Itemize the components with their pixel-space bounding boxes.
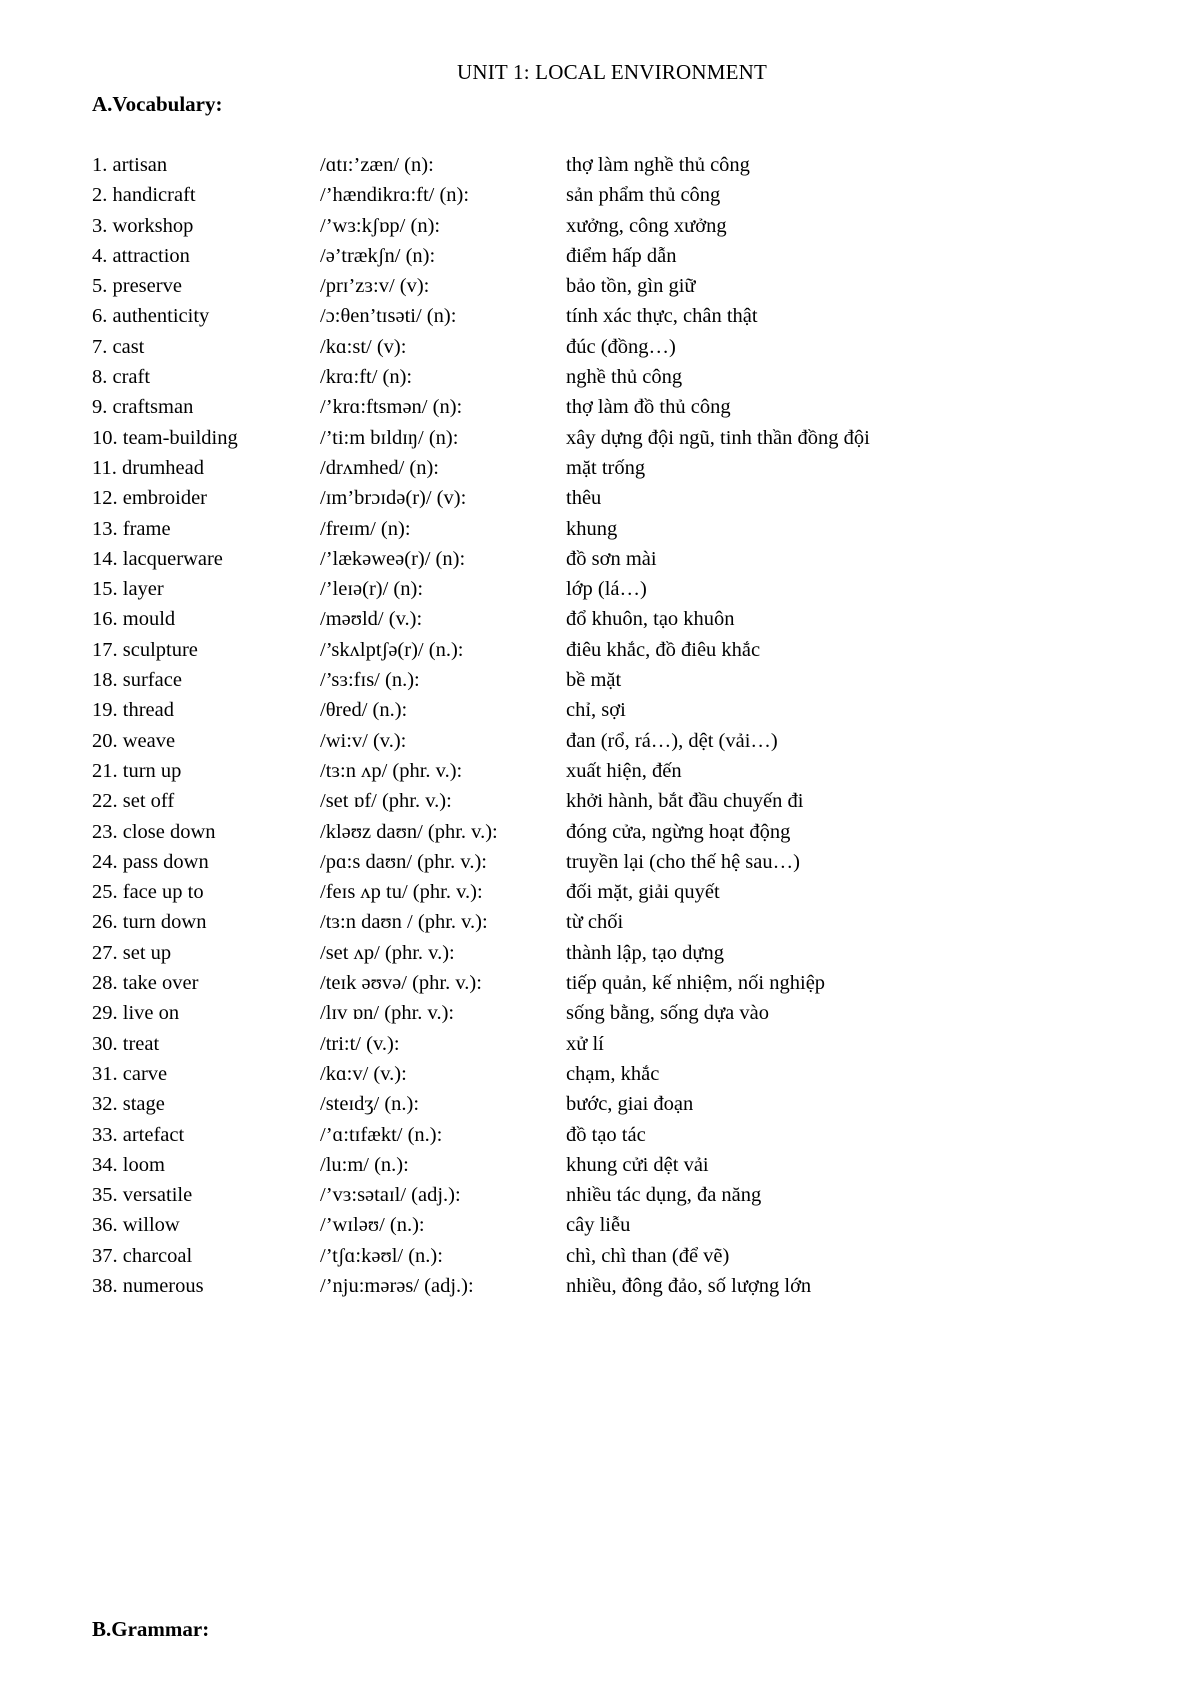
vocabulary-meaning: nghề thủ công — [566, 366, 683, 389]
vocabulary-meaning: thợ làm đồ thủ công — [566, 396, 731, 419]
vocabulary-pronunciation: /’leɪə(r)/ (n): — [320, 578, 424, 601]
vocabulary-pronunciation: /drʌmhed/ (n): — [320, 456, 439, 479]
vocabulary-meaning: xưởng, công xưởng — [566, 214, 727, 237]
vocabulary-row — [92, 1059, 1142, 1089]
vocabulary-pronunciation: /set ʌp/ (phr. v.): — [320, 941, 455, 964]
vocabulary-meaning: điêu khắc, đồ điêu khắc — [566, 638, 761, 661]
vocabulary-pronunciation: /wi:v/ (v.): — [320, 729, 407, 752]
vocabulary-row — [92, 968, 1142, 998]
vocabulary-meaning: đóng cửa, ngừng hoạt động — [566, 820, 791, 843]
vocabulary-meaning: đan (rổ, rá…), dệt (vải…) — [566, 729, 778, 752]
vocabulary-word: 24. pass down — [92, 850, 209, 873]
vocabulary-row — [92, 786, 1142, 816]
vocabulary-word: 13. frame — [92, 517, 171, 540]
vocabulary-pronunciation: /’ɑ:tɪfækt/ (n.): — [320, 1123, 443, 1146]
vocabulary-row — [92, 1029, 1142, 1059]
vocabulary-meaning: chỉ, sợi — [566, 699, 626, 722]
vocabulary-meaning: chạm, khắc — [566, 1062, 660, 1085]
vocabulary-word: 14. lacquerware — [92, 547, 223, 570]
vocabulary-pronunciation: /θred/ (n.): — [320, 699, 408, 722]
vocabulary-meaning: đổ khuôn, tạo khuôn — [566, 608, 735, 631]
vocabulary-word: 7. cast — [92, 335, 145, 358]
vocabulary-row — [92, 756, 1142, 786]
vocabulary-row — [92, 635, 1142, 665]
vocabulary-row — [92, 726, 1142, 756]
vocabulary-word: 32. stage — [92, 1093, 165, 1116]
vocabulary-row — [92, 817, 1142, 847]
vocabulary-word: 3. workshop — [92, 214, 194, 237]
vocabulary-meaning: xây dựng đội ngũ, tinh thần đồng đội — [566, 426, 870, 449]
vocabulary-row — [92, 1180, 1142, 1210]
vocabulary-meaning: đối mặt, giải quyết — [566, 881, 720, 904]
vocabulary-word: 12. embroider — [92, 487, 207, 510]
vocabulary-pronunciation: /kɑ:v/ (v.): — [320, 1062, 407, 1085]
vocabulary-pronunciation: /lɪv ɒn/ (phr. v.): — [320, 1002, 455, 1025]
vocabulary-pronunciation: /freɪm/ (n): — [320, 517, 411, 540]
vocabulary-pronunciation: /tɜ:n ʌp/ (phr. v.): — [320, 759, 463, 782]
vocabulary-row — [92, 180, 1142, 210]
vocabulary-row — [92, 483, 1142, 513]
page-title: UNIT 1: LOCAL ENVIRONMENT — [456, 60, 768, 84]
vocabulary-word: 8. craft — [92, 366, 151, 389]
vocabulary-word: 20. weave — [92, 729, 176, 752]
vocabulary-word: 4. attraction — [92, 244, 190, 267]
vocabulary-word: 11. drumhead — [92, 456, 204, 479]
vocabulary-meaning: xuất hiện, đến — [566, 759, 682, 782]
vocabulary-pronunciation: /tɜ:n daʊn / (phr. v.): — [320, 911, 488, 934]
vocabulary-pronunciation: /’hændikrɑ:ft/ (n): — [320, 184, 470, 207]
vocabulary-meaning: mặt trống — [566, 456, 646, 479]
vocabulary-meaning: truyền lại (cho thế hệ sau…) — [566, 850, 800, 873]
vocabulary-row — [92, 332, 1142, 362]
vocabulary-row — [92, 362, 1142, 392]
vocabulary-word: 34. loom — [92, 1153, 165, 1176]
vocabulary-row — [92, 574, 1142, 604]
vocabulary-meaning: thành lập, tạo dựng — [566, 941, 724, 964]
vocabulary-row — [92, 1150, 1142, 1180]
vocabulary-row — [92, 1271, 1142, 1301]
vocabulary-meaning: chì, chì than (để vẽ) — [566, 1244, 730, 1267]
vocabulary-meaning: nhiều tác dụng, đa năng — [566, 1184, 762, 1207]
vocabulary-row — [92, 392, 1142, 422]
vocabulary-row — [92, 271, 1142, 301]
vocabulary-meaning: từ chối — [566, 911, 624, 934]
vocabulary-pronunciation: /ɔ:θen’tɪsəti/ (n): — [320, 305, 457, 328]
vocabulary-pronunciation: /’nju:mərəs/ (adj.): — [320, 1274, 474, 1297]
vocabulary-meaning: bảo tồn, gìn giữ — [566, 275, 696, 298]
vocabulary-word: 6. authenticity — [92, 305, 210, 328]
vocabulary-word: 26. turn down — [92, 911, 207, 934]
vocabulary-pronunciation: /teɪk əʊvə/ (phr. v.): — [320, 972, 482, 995]
vocabulary-pronunciation: /ə’trækʃn/ (n): — [320, 244, 436, 267]
vocabulary-row — [92, 1120, 1142, 1150]
vocabulary-pronunciation: /prɪ’zɜ:v/ (v): — [320, 275, 430, 298]
vocabulary-meaning: khung — [566, 517, 618, 540]
vocabulary-pronunciation: /ɑtɪ:’zæn/ (n): — [320, 154, 434, 176]
vocabulary-pronunciation: /’wɜ:kʃɒp/ (n): — [320, 214, 441, 237]
vocabulary-pronunciation: /steɪdʒ/ (n.): — [320, 1093, 420, 1116]
vocabulary-heading: A.Vocabulary: — [92, 92, 223, 116]
vocabulary-word: 9. craftsman — [92, 396, 194, 419]
vocabulary-meaning: cây liễu — [566, 1214, 631, 1237]
vocabulary-word: 15. layer — [92, 578, 164, 601]
vocabulary-meaning: sống bằng, sống dựa vào — [566, 1002, 769, 1025]
vocabulary-pronunciation: /’lækəweə(r)/ (n): — [320, 547, 466, 570]
vocabulary-meaning: điểm hấp dẫn — [566, 244, 677, 267]
vocabulary-row — [92, 998, 1142, 1028]
vocabulary-row — [92, 665, 1142, 695]
vocabulary-meaning: đúc (đồng…) — [566, 335, 676, 358]
vocabulary-meaning: lớp (lá…) — [566, 578, 647, 601]
vocabulary-meaning: thợ làm nghề thủ công — [566, 154, 750, 176]
vocabulary-meaning: sản phẩm thủ công — [566, 184, 721, 207]
vocabulary-pronunciation: /tri:t/ (v.): — [320, 1032, 400, 1055]
vocabulary-pronunciation: /ɪm’brɔɪdə(r)/ (v): — [320, 487, 467, 510]
vocabulary-meaning: đồ tạo tác — [566, 1123, 646, 1146]
vocabulary-pronunciation: /pɑ:s daʊn/ (phr. v.): — [320, 850, 487, 873]
vocabulary-row — [92, 877, 1142, 907]
vocabulary-row — [92, 423, 1142, 453]
vocabulary-row — [92, 514, 1142, 544]
vocabulary-meaning: thêu — [566, 487, 602, 510]
vocabulary-word: 19. thread — [92, 699, 174, 722]
vocabulary-word: 17. sculpture — [92, 638, 198, 661]
vocabulary-row — [92, 150, 1142, 180]
vocabulary-row — [92, 544, 1142, 574]
vocabulary-pronunciation: /’ti:m bɪldɪŋ/ (n): — [320, 426, 459, 449]
vocabulary-word: 38. numerous — [92, 1274, 204, 1297]
vocabulary-row — [92, 301, 1142, 331]
vocabulary-word: 37. charcoal — [92, 1244, 193, 1267]
vocabulary-word: 25. face up to — [92, 881, 204, 904]
vocabulary-pronunciation: /’sɜ:fɪs/ (n.): — [320, 669, 420, 692]
grammar-heading: B.Grammar: — [92, 1617, 210, 1641]
vocabulary-word: 5. preserve — [92, 275, 182, 298]
vocabulary-word: 28. take over — [92, 972, 199, 995]
vocabulary-row — [92, 211, 1142, 241]
vocabulary-word: 18. surface — [92, 669, 182, 692]
vocabulary-word: 27. set up — [92, 941, 172, 964]
vocabulary-pronunciation: /feɪs ʌp tu/ (phr. v.): — [320, 881, 483, 904]
vocabulary-meaning: tiếp quản, kế nhiệm, nối nghiệp — [566, 972, 826, 995]
vocabulary-word: 35. versatile — [92, 1184, 193, 1207]
vocabulary-row — [92, 604, 1142, 634]
vocabulary-row — [92, 847, 1142, 877]
vocabulary-row — [92, 907, 1142, 937]
vocabulary-pronunciation: /lu:m/ (n.): — [320, 1153, 409, 1176]
vocabulary-meaning: tính xác thực, chân thật — [566, 305, 758, 328]
vocabulary-word: 23. close down — [92, 820, 216, 843]
vocabulary-pronunciation: /məʊld/ (v.): — [320, 608, 423, 631]
vocabulary-meaning: khởi hành, bắt đầu chuyến đi — [566, 790, 804, 813]
vocabulary-word: 30. treat — [92, 1032, 160, 1055]
vocabulary-row — [92, 453, 1142, 483]
vocabulary-word: 1. artisan — [92, 154, 168, 176]
vocabulary-word: 33. artefact — [92, 1123, 185, 1146]
vocabulary-word: 2. handicraft — [92, 184, 196, 207]
vocabulary-row — [92, 695, 1142, 725]
vocabulary-meaning: bề mặt — [566, 669, 622, 692]
vocabulary-row — [92, 241, 1142, 271]
vocabulary-meaning: đồ sơn mài — [566, 547, 657, 570]
vocabulary-word: 22. set off — [92, 790, 175, 813]
vocabulary-pronunciation: /’krɑ:ftsmən/ (n): — [320, 396, 463, 419]
vocabulary-pronunciation: /kləʊz daʊn/ (phr. v.): — [320, 820, 498, 843]
vocabulary-word: 10. team-building — [92, 426, 238, 449]
vocabulary-row — [92, 1210, 1142, 1240]
vocabulary-pronunciation: /’skʌlptʃə(r)/ (n.): — [320, 638, 464, 661]
vocabulary-meaning: bước, giai đoạn — [566, 1093, 694, 1116]
vocabulary-row — [92, 1241, 1142, 1271]
vocabulary-pronunciation: /set ɒf/ (phr. v.): — [320, 790, 452, 813]
vocabulary-pronunciation: /’tʃɑ:kəʊl/ (n.): — [320, 1244, 443, 1267]
vocabulary-row — [92, 1089, 1142, 1119]
vocabulary-pronunciation: /krɑ:ft/ (n): — [320, 366, 413, 389]
vocabulary-pronunciation: /’wɪləʊ/ (n.): — [320, 1214, 425, 1237]
vocabulary-word: 29. live on — [92, 1002, 180, 1025]
vocabulary-pronunciation: /’vɜ:sətaɪl/ (adj.): — [320, 1184, 461, 1207]
vocabulary-list — [92, 150, 1142, 1301]
vocabulary-row — [92, 938, 1142, 968]
vocabulary-meaning: nhiều, đông đảo, số lượng lớn — [566, 1274, 812, 1297]
vocabulary-word: 31. carve — [92, 1062, 168, 1085]
vocabulary-word: 36. willow — [92, 1214, 180, 1237]
vocabulary-pronunciation: /kɑ:st/ (v): — [320, 335, 407, 358]
vocabulary-meaning: khung cửi dệt vải — [566, 1153, 709, 1176]
vocabulary-word: 16. mould — [92, 608, 176, 631]
vocabulary-meaning: xử lí — [566, 1032, 604, 1055]
vocabulary-word: 21. turn up — [92, 759, 182, 782]
